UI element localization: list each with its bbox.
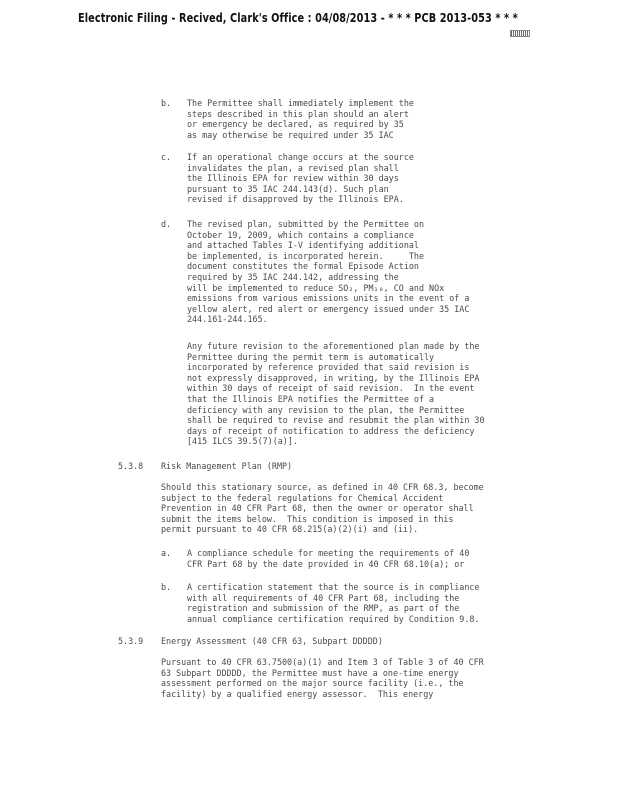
section-538-item-a-label: a.: [161, 548, 172, 558]
section-539-body: [161, 657, 484, 699]
item-d-label: d.: [161, 219, 172, 229]
text-line: Any future revision to the aforementioned plan made by the: [187, 341, 480, 351]
section-539-number: 5.3.9: [118, 636, 144, 646]
text-line: A compliance schedule for meeting the requirements of 40: [187, 548, 470, 558]
section-538-item-a-text: [187, 548, 469, 569]
text-line: with all requirements of 40 CFR Part 68, including the: [187, 592, 460, 603]
text-line: CFR Part 68 by the date provided in 40 CFR 68.10(a); or: [187, 558, 465, 569]
section-539-title: Energy Assessment (40 CFR 63, Subpart DDDDD): [161, 636, 383, 646]
text-line: Prevention in 40 CFR Part 68, then the owner or operator shall: [161, 503, 474, 514]
text-line: shall be required to revise and resubmit the plan within 30: [187, 415, 485, 426]
text-line: Pursuant to 40 CFR 63.7500(a)(1) and Item 3 of Table 3 of 40 CFR: [161, 657, 484, 667]
text-line: facility) by a qualified energy assessor. This energy: [161, 688, 434, 699]
item-b-label: b.: [161, 98, 172, 108]
text-line: assessment performed on the major source facility (i.e., the: [161, 678, 464, 689]
text-line: Should this stationary source, as defined in 40 CFR 68.3, become: [161, 482, 484, 492]
text-line: 63 Subpart DDDDD, the Permittee must have a one-time energy: [161, 667, 459, 678]
item-b-text: [187, 98, 414, 140]
text-line: the Illinois EPA for review within 30 days: [187, 173, 399, 184]
text-line: deficiency with any revision to the plan, the Permittee: [187, 404, 465, 415]
text-line: annual compliance certification required by Condition 9.8.: [187, 613, 480, 624]
text-line: subject to the federal regulations for Chemical Accident: [161, 492, 444, 503]
text-line: permit pursuant to 40 CFR 68.215(a)(2)(i) and (ii).: [161, 524, 419, 535]
section-538-item-b-label: b.: [161, 582, 172, 592]
text-line: document constitutes the formal Episode Action: [187, 261, 419, 272]
text-line: incorporated by reference provided that said revision is: [187, 362, 470, 373]
text-line: October 19, 2009, which contains a compliance: [187, 229, 414, 240]
text-line: as may otherwise be required under 35 IAC: [187, 129, 394, 140]
text-line: be implemented, is incorporated herein. The: [187, 250, 424, 261]
section-538-body: [161, 482, 484, 535]
text-line: The Permittee shall immediately implement the: [187, 98, 414, 108]
text-line: 244.161-244.165.: [187, 314, 268, 325]
text-line: pursuant to 35 IAC 244.143(d). Such plan: [187, 183, 389, 194]
section-538-title: Risk Management Plan (RMP): [161, 461, 293, 471]
item-d-text: [187, 219, 469, 325]
text-line: submit the items below. This condition is imposed in this: [161, 513, 454, 524]
text-line: or emergency be declared, as required by 35: [187, 119, 404, 130]
barcode-mark: [510, 30, 530, 37]
text-line: will be implemented to reduce SO₂, PM₁₀, CO and NOx: [187, 282, 445, 293]
text-line: revised if disapproved by the Illinois EPA.: [187, 194, 404, 205]
text-line: If an operational change occurs at the source: [187, 152, 414, 162]
text-line: A certification statement that the source is in compliance: [187, 582, 480, 592]
item-c-text: [187, 152, 414, 205]
item-c-label: c.: [161, 152, 172, 162]
text-line: required by 35 IAC 244.142, addressing the: [187, 271, 399, 282]
text-line: within 30 days of receipt of said revision. In the event: [187, 383, 475, 394]
text-line: invalidates the plan, a revised plan shall: [187, 162, 399, 173]
text-line: yellow alert, red alert or emergency issued under 35 IAC: [187, 303, 470, 314]
text-line: and attached Tables I-V identifying additional: [187, 240, 419, 251]
text-line: that the Illinois EPA notifies the Permittee of a: [187, 393, 435, 404]
text-line: [415 ILCS 39.5(7)(a)].: [187, 436, 298, 447]
text-line: Permittee during the permit term is automatically: [187, 351, 435, 362]
text-line: emissions from various emissions units in the event of a: [187, 293, 470, 304]
filing-stamp-header: Electronic Filing - Recived, Clark's Office : 04/08/2013 - * * * PCB 2013-053 * * *: [78, 10, 518, 25]
section-538-number: 5.3.8: [118, 461, 144, 471]
text-line: The revised plan, submitted by the Permittee on: [187, 219, 424, 229]
section-538-item-b-text: [187, 582, 479, 624]
text-line: registration and submission of the RMP, as part of the: [187, 603, 460, 614]
item-d-paragraph-2: [187, 341, 485, 447]
text-line: days of receipt of notification to address the deficiency: [187, 425, 475, 436]
text-line: not expressly disapproved, in writing, by the Illinois EPA: [187, 372, 480, 383]
text-line: steps described in this plan should an alert: [187, 108, 409, 119]
